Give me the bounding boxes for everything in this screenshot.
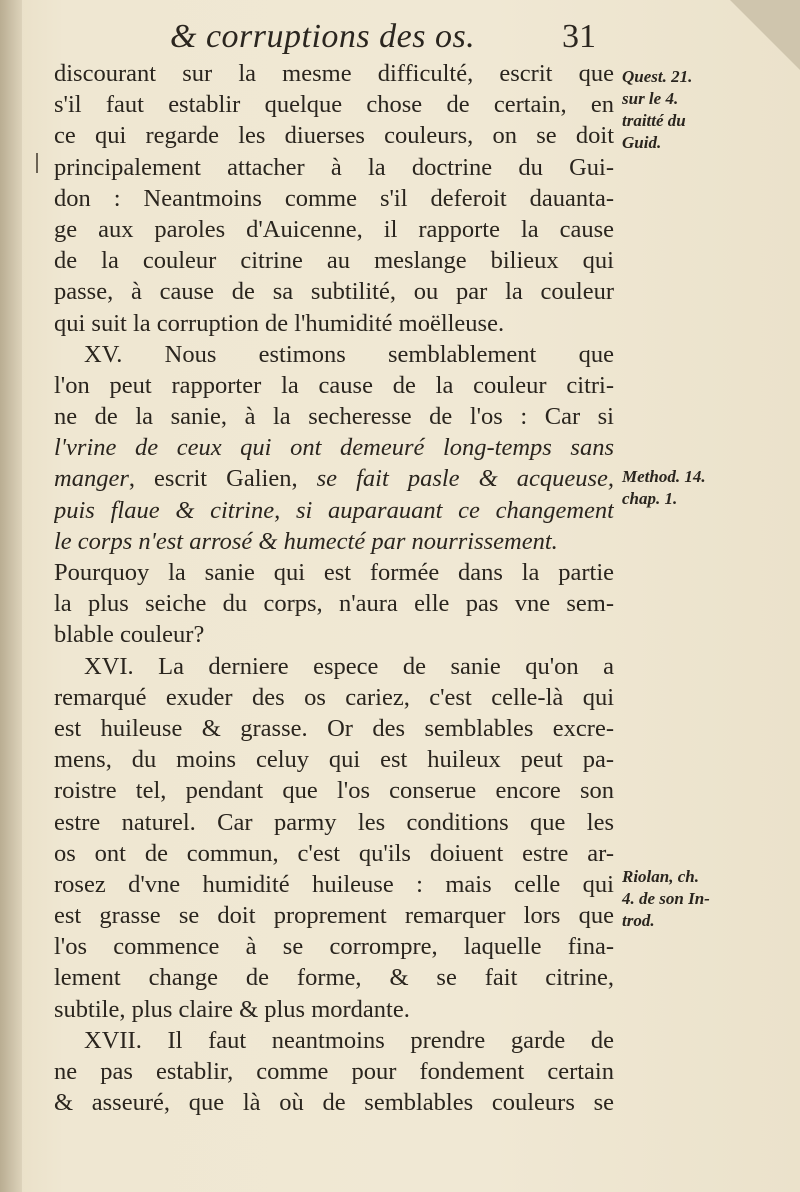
text-line: don : Neantmoins comme s'il deferoit dauanta-: [54, 184, 614, 212]
margin-note-line: sur le 4.: [622, 89, 679, 108]
quote-line: puis flaue & citrine, si auparauant ce changement: [54, 496, 614, 524]
folded-corner: [730, 0, 800, 70]
margin-note-line: 4. de son In-: [622, 889, 710, 908]
quote-line-mixed: [54, 463, 614, 494]
text-line: la plus seiche du corps, n'aura elle pas vne sem-: [54, 590, 614, 618]
attribution-fragment: , escrit Galien,: [128, 465, 317, 493]
text-line: passe, à cause de sa subtilité, ou par la couleur: [54, 278, 614, 306]
margin-note-line: Guid.: [622, 133, 662, 152]
text-line: est grasse se doit proprement remarquer lors que: [54, 902, 614, 930]
margin-note-line: chap. 1.: [622, 489, 678, 508]
quote-line: le corps n'est arrosé & humecté par nourrissement.: [54, 527, 558, 555]
quote-line: l'vrine de ceux qui ont demeuré long-temps sans: [54, 434, 614, 462]
body-text: [54, 58, 614, 1118]
text-line: s'il faut establir quelque chose de certain, en: [54, 91, 614, 119]
text-line: roistre tel, pendant que l'os conserue encore son: [54, 777, 614, 805]
text-line: lement change de forme, & se fait citrine,: [54, 964, 614, 992]
text-line: ge aux paroles d'Auicenne, il rapporte la cause: [54, 215, 614, 243]
section-xv-start: XV. Nous estimons semblablement que: [84, 340, 614, 368]
text-line: & asseuré, que là où de semblables couleurs se: [54, 1089, 614, 1117]
text-line: mens, du moins celuy qui est huileux peut pa-: [54, 746, 614, 774]
margin-note-quest: [622, 66, 722, 154]
text-line: l'os commence à se corrompre, laquelle fina-: [54, 933, 614, 961]
page-number: 31: [562, 18, 596, 55]
text-line: l'on peut rapporter la cause de la couleur citri-: [54, 371, 614, 399]
text-line: ne pas establir, comme pour fondement certain: [54, 1058, 614, 1085]
page-gutter: [0, 0, 22, 1192]
margin-note-line: traitté du: [622, 111, 686, 130]
text-line: os ont de commun, c'est qu'ils doiuent estre ar-: [54, 839, 614, 867]
text-line: estre naturel. Car parmy les conditions que les: [54, 808, 614, 836]
text-line: ce qui regarde les diuerses couleurs, on se doit: [54, 122, 614, 150]
text-line: remarqué exuder des os cariez, c'est celle-là qui: [54, 683, 614, 711]
text-line: ne de la sanie, à la secheresse de l'os : Car si: [54, 403, 614, 431]
section-xvii-start: XVII. Il faut neantmoins prendre garde de: [84, 1026, 614, 1054]
text-line: Pourquoy la sanie qui est formée dans la partie: [54, 559, 614, 586]
quote-fragment: se fait pasle & acqueuse,: [316, 465, 614, 493]
text-line: est huileuse & grasse. Or des semblables excre-: [54, 714, 614, 742]
margin-note-line: trod.: [622, 911, 655, 930]
text-line: de la couleur citrine au meslange bilieux qui: [54, 247, 614, 275]
margin-mark: [36, 153, 38, 173]
margin-note-line: Riolan, ch.: [622, 867, 699, 886]
margin-note-line: Method. 14.: [622, 467, 706, 486]
margin-note-line: Quest. 21.: [622, 67, 693, 86]
text-line: qui suit la corruption de l'humidité moëlleuse.: [54, 309, 505, 337]
quote-fragment: manger: [54, 465, 129, 493]
running-title: & corruptions des os.: [170, 18, 476, 55]
margin-note-riolan: [622, 866, 722, 932]
text-line: principalement attacher à la doctrine du Gui-: [54, 153, 614, 181]
margin-note-method: [622, 466, 722, 510]
text-line: blable couleur?: [54, 621, 205, 649]
text-line: discourant sur la mesme difficulté, escrit que: [54, 60, 614, 87]
section-xvi-start: XVI. La derniere espece de sanie qu'on a: [84, 652, 614, 680]
page-header: [170, 12, 610, 56]
text-line: subtile, plus claire & plus mordante.: [54, 995, 410, 1023]
text-line: rosez d'vne humidité huileuse : mais celle qui: [54, 870, 614, 898]
